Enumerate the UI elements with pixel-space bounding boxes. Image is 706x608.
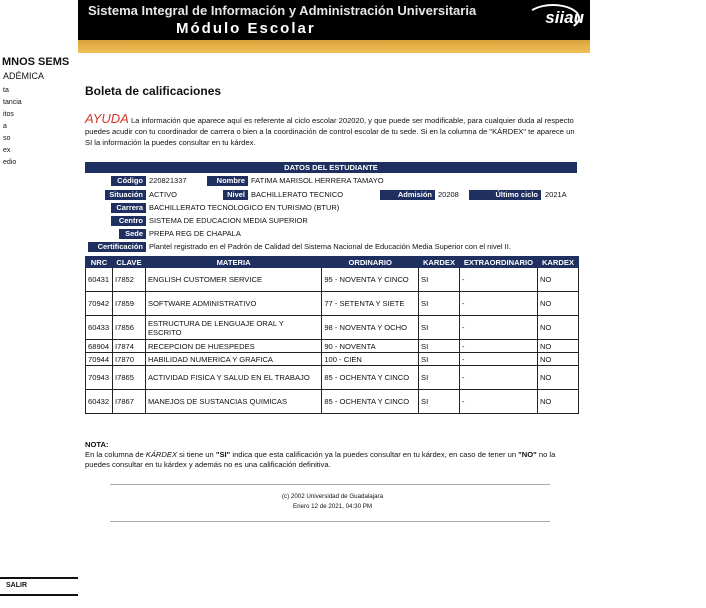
- ultimo-ciclo-value: 2021A: [545, 190, 567, 199]
- cell-nrc: 70944: [86, 353, 113, 366]
- sede-label: Sede: [119, 229, 146, 239]
- admision-value: 20208: [438, 190, 459, 199]
- col-kardex: KARDEX: [419, 257, 460, 268]
- cell-clave: I7870: [112, 353, 145, 366]
- table-row: [86, 316, 579, 340]
- cell-clave: I7852: [112, 268, 145, 292]
- footer-date: Enero 12 de 2021, 04:30 PM: [292, 503, 373, 510]
- cell-kardex-2: NO: [537, 316, 578, 340]
- centro-value: SISTEMA DE EDUCACION MEDIA SUPERIOR: [149, 216, 308, 225]
- cell-kardex-2: NO: [537, 353, 578, 366]
- table-row: [86, 353, 579, 366]
- certificacion-label: Certificación: [88, 242, 146, 252]
- ultimo-ciclo-label: Último ciclo: [469, 190, 541, 200]
- col-materia: MATERIA: [145, 257, 321, 268]
- cell-materia: ESTRUCTURA DE LENGUAJE ORAL Y ESCRITO: [145, 316, 321, 340]
- cell-extraordinario: -: [459, 316, 537, 340]
- footer-copyright: (c) 2002 Universidad de Guadalajara: [281, 493, 384, 500]
- cell-kardex: SI: [419, 292, 460, 316]
- sede-value: PREPA REG DE CHAPALA: [149, 229, 241, 238]
- nota-kardex-word: KÁRDEX: [145, 450, 178, 459]
- nombre-label: Nombre: [207, 176, 248, 186]
- sidebar-item-academica[interactable]: ADÉMICA: [3, 71, 45, 81]
- cell-clave: I7856: [112, 316, 145, 340]
- cell-clave: I7865: [112, 366, 145, 390]
- admision-label: Admisión: [380, 190, 435, 200]
- cell-materia: ACTIVIDAD FISICA Y SALUD EN EL TRABAJO: [145, 366, 321, 390]
- cell-kardex: SI: [419, 316, 460, 340]
- footer-bottom-divider: [110, 521, 550, 522]
- nota-text-3: indica que esta calificación ya la puedes consultar en tu kárdex, en caso de tener un: [230, 450, 519, 459]
- cell-kardex: SI: [419, 366, 460, 390]
- table-row: [86, 268, 579, 292]
- cell-nrc: 60433: [86, 316, 113, 340]
- col-clave: CLAVE: [112, 257, 145, 268]
- sidebar-title: MNOS SEMS: [2, 56, 70, 68]
- nivel-label: Nivel: [223, 190, 248, 200]
- sidebar-item-6[interactable]: so: [3, 135, 11, 142]
- nombre-value: FATIMA MARISOL HERRERA TAMAYO: [251, 176, 384, 185]
- sidebar-item-3[interactable]: tancia: [3, 99, 22, 106]
- cell-ordinario: 100 - CIEN: [322, 353, 419, 366]
- sidebar-item-8[interactable]: edio: [3, 159, 17, 166]
- cell-ordinario: 90 - NOVENTA: [322, 340, 419, 353]
- salir-link[interactable]: SALIR: [6, 582, 27, 589]
- cell-ordinario: 85 - OCHENTA Y CINCO: [322, 390, 419, 414]
- cell-kardex: SI: [419, 268, 460, 292]
- nota-text-1: En la columna de: [85, 450, 146, 459]
- nota-si-word: "SI": [215, 450, 231, 459]
- cell-ordinario: 77 - SETENTA Y SIETE: [322, 292, 419, 316]
- carrera-label: Carrera: [111, 203, 146, 213]
- cell-materia: RECEPCION DE HUESPEDES: [145, 340, 321, 353]
- cell-materia: SOFTWARE ADMINISTRATIVO: [145, 292, 321, 316]
- cell-clave: I7859: [112, 292, 145, 316]
- table-row: [86, 292, 579, 316]
- cell-kardex-2: NO: [537, 268, 578, 292]
- sidebar-divider-bottom: [0, 594, 78, 596]
- cell-extraordinario: -: [459, 366, 537, 390]
- footer-divider: [110, 484, 550, 485]
- cell-extraordinario: -: [459, 268, 537, 292]
- nota-text-4: no la puedes consultar en tu kárdex y además no es una calificación definitiva.: [85, 450, 556, 469]
- header-banner: [78, 0, 590, 53]
- cell-materia: HABILIDAD NUMERICA Y GRAFICA: [145, 353, 321, 366]
- certificacion-value: Plantel registrado en el Padrón de Calidad del Sistema Nacional de Educación Media Superior con el nivel II.: [149, 242, 511, 251]
- cell-extraordinario: -: [459, 292, 537, 316]
- table-row: [86, 366, 579, 390]
- cell-kardex: SI: [419, 340, 460, 353]
- carrera-value: BACHILLERATO TECNOLOGICO EN TURISMO (BTUR): [149, 203, 340, 212]
- cell-nrc: 68904: [86, 340, 113, 353]
- cell-extraordinario: -: [459, 390, 537, 414]
- table-row: [86, 390, 579, 414]
- cell-kardex-2: NO: [537, 292, 578, 316]
- cell-clave: I7874: [112, 340, 145, 353]
- situacion-label: Situación: [105, 190, 146, 200]
- help-label: AYUDA: [85, 111, 129, 126]
- col-ordinario: ORDINARIO: [322, 257, 419, 268]
- nota-heading: NOTA:: [85, 440, 109, 449]
- student-section-title: DATOS DEL ESTUDIANTE: [85, 162, 577, 173]
- situacion-value: ACTIVO: [149, 190, 177, 199]
- col-extraordinario: EXTRAORDINARIO: [459, 257, 537, 268]
- help-paragraph: [85, 113, 580, 148]
- centro-label: Centro: [111, 216, 146, 226]
- cell-kardex-2: NO: [537, 366, 578, 390]
- codigo-label: Código: [111, 176, 146, 186]
- cell-kardex-2: NO: [537, 340, 578, 353]
- nota-text: [85, 450, 580, 470]
- cell-ordinario: 95 - NOVENTA Y CINCO: [322, 268, 419, 292]
- cell-kardex-2: NO: [537, 390, 578, 414]
- footer: [85, 492, 580, 512]
- siiau-logo: siiau: [545, 8, 584, 27]
- nivel-value: BACHILLERATO TECNICO: [251, 190, 344, 199]
- cell-clave: I7867: [112, 390, 145, 414]
- help-text: La información que aparece aquí es referente al ciclo escolar 202020, y que puede ser modificable, para cualquier duda al respecto puedes acudir con tu coordinador de carrera o bien a la coordinación de control escolar de tu sede. Si en la columna de "KÁRDEX" te aparece un SI la información la puedes consultar en tu kárdex.: [85, 116, 575, 147]
- grades-table: [85, 256, 579, 414]
- system-title: Sistema Integral de Información y Administración Universitaria: [88, 3, 477, 18]
- col-kardex-2: KARDEX: [537, 257, 578, 268]
- cell-ordinario: 85 - OCHENTA Y CINCO: [322, 366, 419, 390]
- sidebar: [0, 54, 80, 608]
- module-title: Módulo Escolar: [176, 20, 316, 37]
- cell-kardex: SI: [419, 353, 460, 366]
- sidebar-item-7[interactable]: ex: [3, 147, 11, 154]
- sidebar-divider-top: [0, 577, 78, 579]
- cell-extraordinario: -: [459, 340, 537, 353]
- col-nrc: NRC: [86, 257, 113, 268]
- cell-ordinario: 98 - NOVENTA Y OCHO: [322, 316, 419, 340]
- codigo-value: 220821337: [149, 176, 187, 185]
- nota-no-word: "NO": [518, 450, 537, 459]
- cell-nrc: 60432: [86, 390, 113, 414]
- table-row: [86, 340, 579, 353]
- sidebar-item-4[interactable]: itos: [3, 111, 14, 118]
- cell-materia: MANEJOS DE SUSTANCIAS QUIMICAS: [145, 390, 321, 414]
- cell-nrc: 70942: [86, 292, 113, 316]
- sidebar-item-5[interactable]: a: [3, 123, 7, 130]
- sidebar-item-2[interactable]: ta: [3, 87, 9, 94]
- nota-text-2: si tiene un: [177, 450, 216, 459]
- cell-nrc: 60431: [86, 268, 113, 292]
- nota-section: [85, 440, 580, 470]
- cell-materia: ENGLISH CUSTOMER SERVICE: [145, 268, 321, 292]
- cell-extraordinario: -: [459, 353, 537, 366]
- page-title: Boleta de calificaciones: [85, 84, 222, 98]
- cell-kardex: SI: [419, 390, 460, 414]
- cell-nrc: 70943: [86, 366, 113, 390]
- grades-header-row: [86, 257, 579, 268]
